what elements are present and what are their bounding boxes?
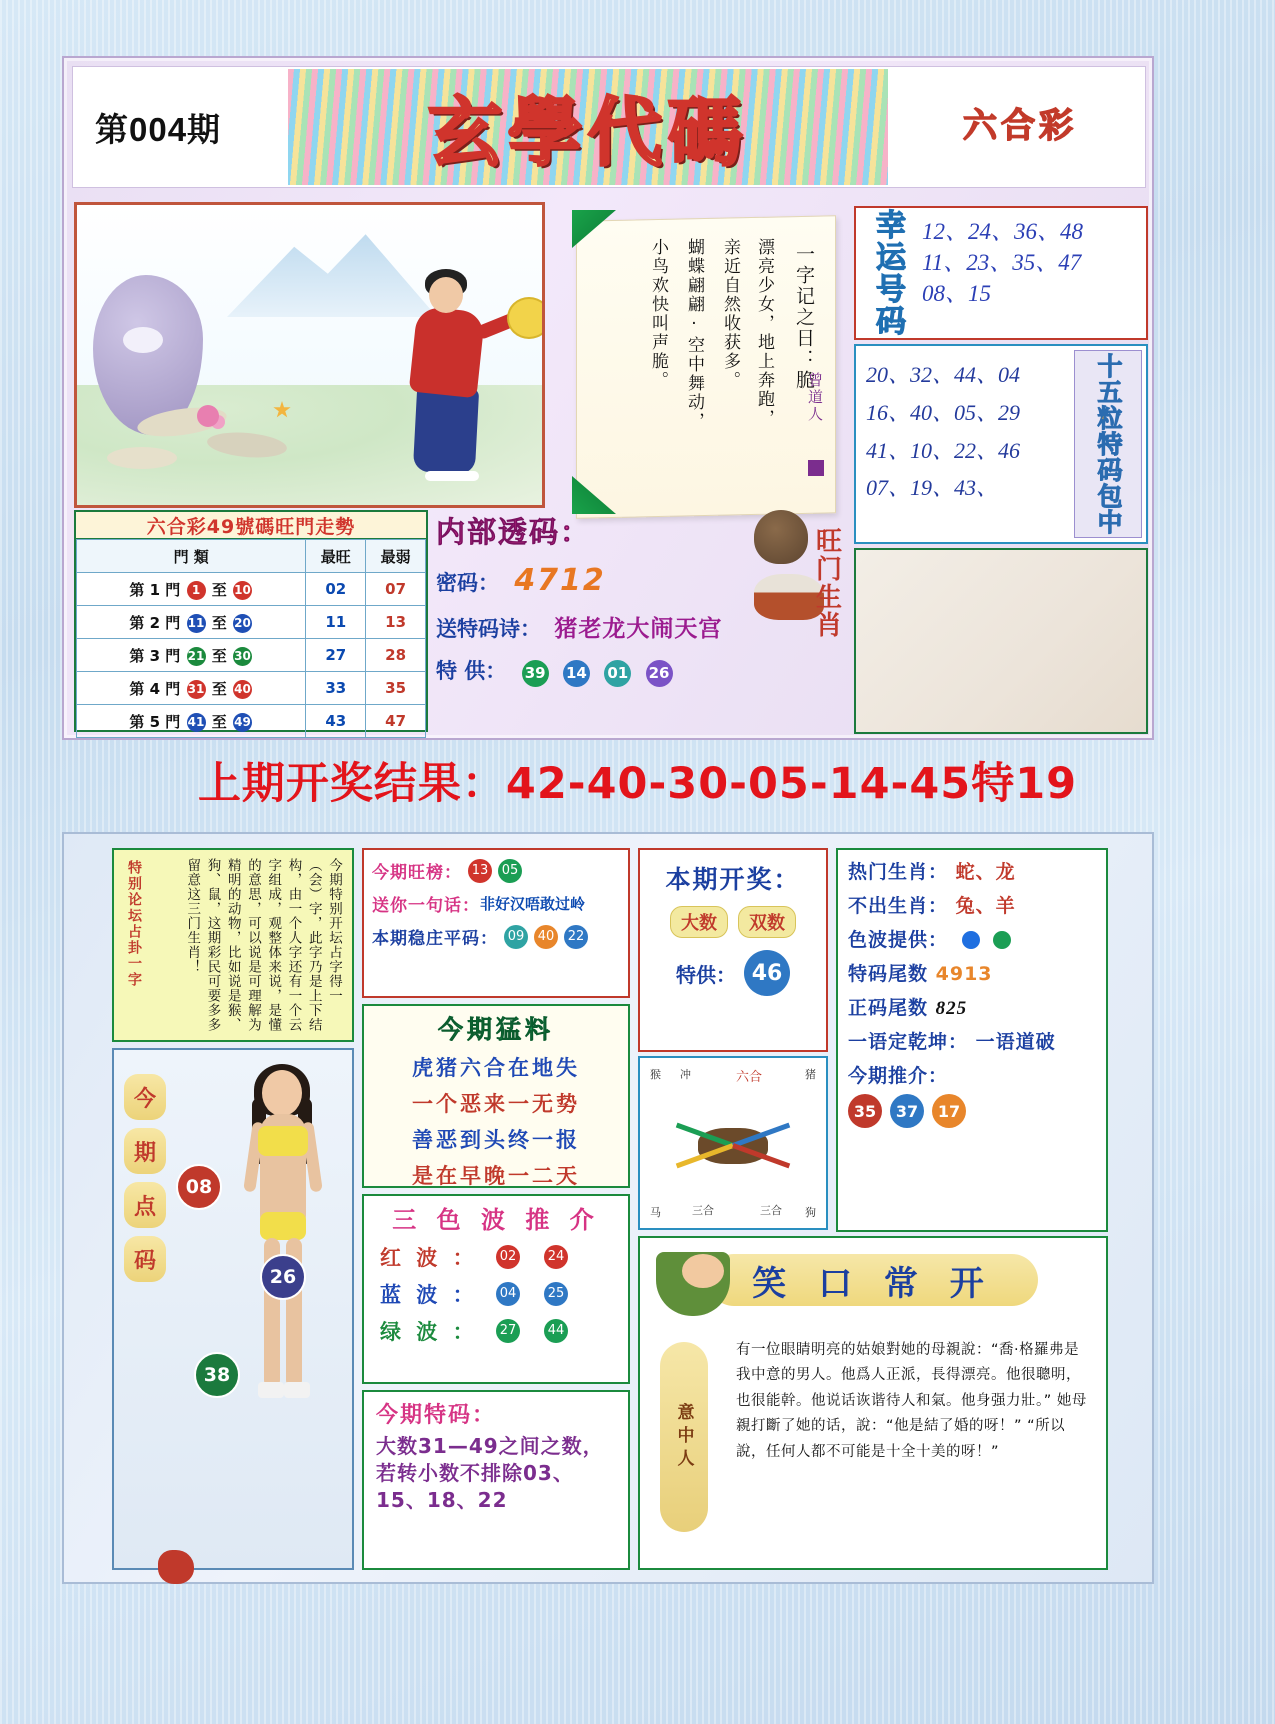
password-value: 4712 [514,563,606,598]
summary-label-cold-zodiac: 不出生肖： [848,895,949,917]
saying-label: 送你一句话： [372,896,480,916]
money-bag-icon [656,1252,730,1316]
color-wave-red-ball-2: 24 [544,1245,568,1269]
steady-ball-2: 40 [534,925,558,949]
trend-cat-5 [77,705,306,738]
point-code-char-3: 点 [124,1182,166,1228]
hot-list-label: 今期旺榜： [372,863,462,883]
lucky-row-1: 12、24、36、48 [922,219,1083,244]
summary-panel [836,848,1108,1232]
inner-code-title: 内部透码： [436,515,592,549]
point-code-char-4: 码 [124,1236,166,1282]
color-wave-blue-ball-1: 04 [496,1282,520,1306]
joke-title: 笑 口 常 开 [708,1254,1038,1306]
saying-text: 非好汉唔敢过岭 [480,895,586,913]
liuhe-label-sanhe-2: 三合 [760,1204,782,1217]
point-code-ball-3: 38 [194,1352,240,1398]
trend-cold-1: 07 [366,573,426,606]
steady-ball-1: 09 [504,925,528,949]
color-wave-green-ball-1: 27 [496,1319,520,1343]
color-wave-blue-ball-2: 25 [544,1282,568,1306]
steady-label: 本期稳庄平码： [372,929,498,949]
lucky-row-2: 11、23、35、47 [922,250,1082,276]
trend-from-5: 41 [187,713,206,732]
trend-range-word-1: 至 [211,580,227,599]
supply-ball-4: 26 [646,660,673,687]
trend-from-1: 1 [187,581,206,600]
blue-dot-icon [962,931,980,949]
hot-tips-title: 今期猛料 [437,1015,554,1044]
draw-tags [640,906,826,938]
liuhe-label-monkey: 猴 [650,1068,661,1081]
supply-ball-2: 14 [563,660,590,687]
trend-table-title: 六合彩49號碼旺門走勢 [76,512,426,539]
seal-square-icon [808,460,824,476]
trend-cat-label-2: 第 2 門 [129,613,181,632]
title-band [72,66,1146,188]
issue-number: 第004期 [95,110,222,148]
trend-from-2: 11 [187,614,206,633]
trend-range-word-2: 至 [211,613,227,632]
summary-row-special-tail [848,959,1106,986]
scroll-line-2: 漂亮少女，地上奔跑， [754,238,774,428]
rec-ball-3: 17 [932,1094,966,1128]
color-wave-green-ball-2: 44 [544,1319,568,1343]
liuhe-label-horse: 马 [650,1206,661,1219]
summary-value-normal-tail: 825 [935,998,968,1019]
trend-cat-3 [77,639,306,672]
seal-text: 曾道人 [806,372,824,423]
draw-supply-ball: 46 [744,950,790,996]
color-wave-label-blue: 蓝 波 ： [380,1283,478,1307]
model-shoe-right [284,1382,310,1398]
table-row [77,573,426,606]
color-wave-panel [362,1194,630,1384]
zodiac-label: 旺门生肖 [811,527,842,639]
trend-table [76,539,426,738]
joke-panel [638,1236,1108,1570]
summary-value-hot-zodiac: 蛇、龙 [955,861,1016,883]
lotto-label [915,91,1125,153]
poem-value: 猪老龙大闹天宫 [554,616,723,642]
hot-list-ball-1: 13 [468,859,492,883]
trend-cold-4: 35 [366,672,426,705]
hot-tips-line-1: 虎猪六合在地失 [412,1056,580,1080]
trend-range-word-4: 至 [211,679,227,698]
point-code-char-1: 今 [124,1074,166,1120]
hot-list-panel [362,848,630,998]
supply-ball-1: 39 [522,660,549,687]
summary-row-hot-zodiac [848,857,1106,884]
model-bottom [260,1212,306,1240]
hot-tips-line-2: 一个恶来一无势 [412,1092,580,1116]
special-code-body: 大数31—49之间之数，若转小数不排除03、15、18、22 [376,1434,604,1512]
draw-panel [638,848,828,1052]
point-code-ball-1: 08 [176,1164,222,1210]
rec-ball-2: 37 [890,1094,924,1128]
model-photo [222,1064,342,1564]
figure-body [409,306,486,399]
table-row [77,639,426,672]
table-row [77,606,426,639]
saying-row [372,891,628,916]
scroll-illustration [556,208,846,528]
model-top [258,1126,308,1156]
blank-panel [854,548,1148,734]
supply-balls [522,659,680,687]
last-draw-result: 上期开奖结果：42-40-30-05-14-45特19 [197,759,1078,809]
trend-cat-label-4: 第 4 門 [129,679,181,698]
password-label: 密码： [436,571,499,595]
supply-label: 特 供： [436,659,507,683]
trend-table-header-row [77,540,426,573]
trend-header-cold: 最弱 [366,540,426,573]
trend-hot-4: 33 [306,672,366,705]
main-title-text: 玄學代碼 [428,90,748,176]
mountain-shape [227,227,437,317]
liuhe-diagram-panel [638,1056,828,1230]
joke-side-label: 意中人 [660,1342,708,1532]
lucky-numbers-label: 幸运号码 [870,209,905,337]
trend-cold-2: 13 [366,606,426,639]
draw-supply-row [640,950,826,996]
summary-row-color-wave [848,925,1106,952]
money-bag-face-icon [682,1254,724,1288]
hot-tips-panel [362,1004,630,1188]
draw-supply-label: 特供： [676,962,736,987]
forum-intro-panel [112,848,354,1042]
trend-to-2: 20 [233,614,252,633]
trend-to-3: 30 [233,647,252,666]
hot-list-ball-2: 05 [498,859,522,883]
summary-label-normal-tail: 正码尾数 [848,997,929,1019]
scroll-line-4: 蝴蝶翩翩·空中舞动， [684,238,704,431]
special-row-4: 07、19、43、 [866,475,999,501]
trend-to-4: 40 [233,680,252,699]
trend-from-4: 31 [187,680,206,699]
bottom-card [62,832,1154,1584]
trend-from-3: 21 [187,647,206,666]
color-wave-row-green [380,1316,628,1346]
special-numbers-values [856,346,1070,542]
figure-foot [425,471,479,481]
forum-intro-side-label: 特别论坛占卦一字 [126,860,142,988]
trend-to-1: 10 [233,581,252,600]
green-dot-icon [993,931,1011,949]
trend-hot-3: 27 [306,639,366,672]
summary-row-normal-tail [848,993,1106,1020]
forum-intro-text: 今期特别开坛占字得一（会）字，此字乃是上下结构，由一个人字还有一个云字组成，观整体来说，是懂的意思，可以说是可理解为精明的动物，比如说是猴、狗、鼠，这期彩民可要多多留意这三门生肖！ [184,858,342,1032]
hot-tips-line-3: 善恶到头终一报 [412,1128,580,1152]
trend-hot-1: 02 [306,573,366,606]
summary-rec-balls [848,1094,1106,1128]
point-code-char-2: 期 [124,1128,166,1174]
main-title [288,69,888,185]
trend-range-word-3: 至 [211,646,227,665]
steady-row [372,924,628,949]
trend-cat-label-1: 第 1 門 [129,580,181,599]
point-code-ball-2: 26 [260,1254,306,1300]
joke-body: 有一位眼睛明亮的姑娘對她的母親說：“喬·格羅弗是我中意的男人。他爲人正派，長得漂亮。他很聰明，也很能幹。他说话诙谐待人和氣。他身强力壯。” 她母親打斷了她的话，說：“他是結了婚的呀！” “所以說，任何人都不可能是十全十美的呀！” [736,1342,1087,1460]
special-numbers-label: 十五粒特码包中 [1074,350,1142,538]
trend-cat-4 [77,672,306,705]
summary-label-phrase: 一语定乾坤： [848,1031,969,1053]
lucky-row-3: 08、15 [922,281,991,307]
illustration-frame [74,202,545,508]
poem-label: 送特码诗： [436,617,541,641]
steady-ball-3: 22 [564,925,588,949]
color-wave-red-ball-1: 02 [496,1245,520,1269]
top-card [62,56,1154,740]
special-row-2: 16、40、05、29 [866,399,1021,425]
liuhe-label-dog: 狗 [805,1206,816,1219]
trend-cold-5: 47 [366,705,426,738]
supply-row [436,655,844,687]
color-wave-title: 三 色 波 推 介 [392,1206,600,1234]
scroll-line-3: 亲近自然收获多。 [720,238,740,390]
draw-tag-1: 大数 [670,906,728,938]
flower-shape [197,405,219,427]
hot-tips-line-4: 是在早晚一二天 [412,1164,580,1188]
summary-value-phrase: 一语道破 [975,1031,1056,1053]
color-wave-label-red: 红 波 ： [380,1246,478,1270]
stone-path-3 [107,447,177,469]
summary-label-special-tail: 特码尾数 [848,963,929,985]
liuhe-label-sanhe-1: 三合 [692,1204,714,1217]
trend-cat-label-3: 第 3 門 [129,646,181,665]
trend-hot-2: 11 [306,606,366,639]
figure-skirt [413,385,479,474]
special-numbers-box [854,344,1148,544]
special-row-3: 41、10、22、46 [866,437,1021,463]
illustration [77,205,542,505]
summary-label-color-wave: 色波提供： [848,929,949,951]
trend-cat-label-5: 第 5 門 [129,712,181,731]
lucky-numbers-values [918,208,1146,338]
trend-header-category: 門 類 [77,540,306,573]
lucky-numbers-box [854,206,1148,340]
liuhe-label-pig: 猪 [805,1068,816,1081]
summary-row-cold-zodiac [848,891,1106,918]
trend-header-hot: 最旺 [306,540,366,573]
table-row [77,672,426,705]
liuhe-title: 六合 [736,1070,763,1085]
color-wave-row-red [380,1242,628,1272]
draw-tag-2: 双数 [738,906,796,938]
trend-cat-1 [77,573,306,606]
figure-head [429,277,463,313]
special-row-1: 20、32、44、04 [866,362,1021,387]
draw-title: 本期开奖： [665,865,801,894]
color-wave-row-blue [380,1279,628,1309]
table-row [77,705,426,738]
trend-cat-2 [77,606,306,639]
liuhe-label-chong: 冲 [680,1068,691,1081]
lotto-label-text: 六合彩 [963,105,1077,146]
monkey-icon [754,510,808,564]
trend-cold-3: 28 [366,639,426,672]
summary-rec-label: 今期推介： [848,1065,949,1087]
special-code-panel [362,1390,630,1570]
hot-list-row [372,858,628,883]
model-head [262,1070,302,1116]
model-shoe-left [258,1382,284,1398]
rec-ball-1: 35 [848,1094,882,1128]
trend-to-5: 49 [233,713,252,732]
scroll-line-5: 小鸟欢快叫声脆。 [648,238,668,390]
color-wave-label-green: 绿 波 ： [380,1320,478,1344]
scroll-line-1: 一字记之日：脆 [793,244,815,391]
special-code-title: 今期特码： [376,1403,497,1428]
fan-shape [507,297,545,339]
summary-row-phrase [848,1027,1106,1054]
summary-value-special-tail: 4913 [935,963,993,985]
trend-range-word-5: 至 [211,712,227,731]
point-code-label-column [122,1074,168,1314]
summary-label-hot-zodiac: 热门生肖： [848,861,949,883]
trend-hot-5: 43 [306,705,366,738]
summary-value-cold-zodiac: 兔、羊 [955,895,1016,917]
trend-table-panel [74,510,428,732]
rooster-icon [158,1550,194,1584]
supply-ball-3: 01 [604,660,631,687]
